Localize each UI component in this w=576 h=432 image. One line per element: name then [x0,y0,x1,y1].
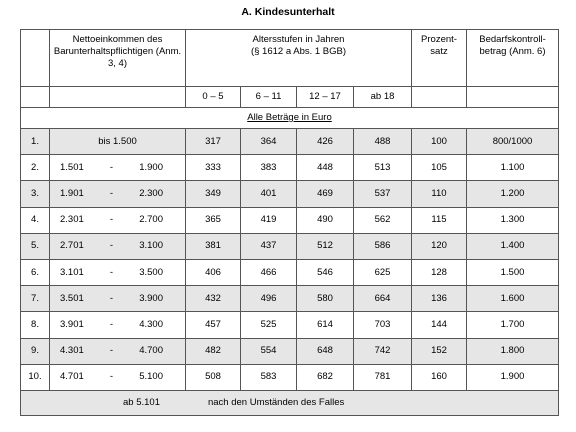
range-to: 2.700 [139,214,163,226]
prozentsatz-value: 115 [412,207,467,233]
amount-0-5: 333 [186,155,241,181]
amount-0-5: 349 [186,181,241,207]
amount-ab-18: 513 [354,155,412,181]
range-to: 3.900 [139,292,163,304]
range-to: 3.100 [139,240,163,252]
range-cell [50,338,186,364]
page-title: A. Kindesunterhalt [241,6,335,18]
amount-0-5: 365 [186,207,241,233]
bedarfskontrollbetrag-value: 800/1000 [467,129,559,155]
range-to: 2.300 [139,187,163,199]
prozentsatz-value: 110 [412,181,467,207]
amount-ab-18: 488 [354,129,412,155]
header-altersstufen [186,30,412,87]
amount-6-11: 364 [241,129,297,155]
row-number: 9. [21,338,50,364]
table-row [21,286,559,312]
prozentsatz-value: 100 [412,129,467,155]
range-from: 2.301 [60,214,84,226]
amount-0-5: 406 [186,259,241,285]
amount-12-17: 426 [297,129,354,155]
amount-ab-18: 562 [354,207,412,233]
range-cell [50,207,186,233]
header-alter-line1: Altersstufen in Jahren [252,34,345,45]
row-number: 3. [21,181,50,207]
bedarfskontrollbetrag-value: 1.100 [467,155,559,181]
amount-ab-18: 586 [354,233,412,259]
age-group-3: ab 18 [354,87,412,108]
age-groups-row [21,87,559,108]
range-dash: - [109,214,114,226]
bedarfskontrollbetrag-value: 1.900 [467,364,559,390]
range-to: 4.300 [139,318,163,330]
footer-row [21,390,559,415]
row-number: 8. [21,312,50,338]
prozentsatz-value: 160 [412,364,467,390]
footer-range: ab 5.101 [123,396,160,408]
range-cell [50,259,186,285]
range-from: 1.501 [60,161,84,173]
amount-ab-18: 781 [354,364,412,390]
amount-6-11: 466 [241,259,297,285]
amount-12-17: 614 [297,312,354,338]
unit-note: Alle Beträge in Euro [247,112,332,123]
range-to: 4.700 [139,345,163,357]
footer-note: nach den Umständen des Falles [207,396,345,408]
amount-12-17: 490 [297,207,354,233]
bedarfskontrollbetrag-value: 1.800 [467,338,559,364]
row-number: 5. [21,233,50,259]
range-from: 3.901 [60,318,84,330]
header-row [21,30,559,87]
amount-ab-18: 537 [354,181,412,207]
bedarfskontrollbetrag-value: 1.600 [467,286,559,312]
range-to: 5.100 [139,371,163,383]
header-nr-cell [21,30,50,87]
range-cell [50,181,186,207]
amount-12-17: 512 [297,233,354,259]
header-netto: Nettoeinkommen des Barunterhaltspflichtigen (Anm. 3, 4) [50,30,186,87]
prozentsatz-value: 152 [412,338,467,364]
amount-12-17: 648 [297,338,354,364]
bedarfskontrollbetrag-value: 1.700 [467,312,559,338]
range-to: 3.500 [139,266,163,278]
amount-0-5: 457 [186,312,241,338]
table-row [21,155,559,181]
range-dash: - [109,371,114,383]
row-number: 2. [21,155,50,181]
prozentsatz-value: 144 [412,312,467,338]
unit-row [21,108,559,129]
amount-0-5: 508 [186,364,241,390]
table-row [21,338,559,364]
row-number: 6. [21,259,50,285]
age-group-2: 12 – 17 [297,87,354,108]
range-dash: - [109,161,114,173]
age-group-0: 0 – 5 [186,87,241,108]
row-number: 1. [21,129,50,155]
amount-0-5: 317 [186,129,241,155]
range-from: 4.701 [60,371,84,383]
row-number: 4. [21,207,50,233]
row-number: 7. [21,286,50,312]
range-from: 1.901 [60,187,84,199]
header-alter-line2: (§ 1612 a Abs. 1 BGB) [250,46,347,57]
range-dash: - [109,240,114,252]
range-to: 1.900 [139,161,163,173]
table-row [21,129,559,155]
amount-6-11: 383 [241,155,297,181]
amount-0-5: 432 [186,286,241,312]
amount-6-11: 419 [241,207,297,233]
amount-12-17: 546 [297,259,354,285]
range-cell [50,155,186,181]
table-row [21,233,559,259]
range-from: 3.101 [60,266,84,278]
range-dash: - [109,266,114,278]
amount-6-11: 583 [241,364,297,390]
bedarfskontrollbetrag-value: 1.300 [467,207,559,233]
amount-ab-18: 742 [354,338,412,364]
amount-6-11: 437 [241,233,297,259]
amount-12-17: 580 [297,286,354,312]
prozentsatz-value: 136 [412,286,467,312]
row-number: 10. [21,364,50,390]
range-from: 2.701 [60,240,84,252]
amount-12-17: 682 [297,364,354,390]
amount-0-5: 482 [186,338,241,364]
age-group-1: 6 – 11 [241,87,297,108]
income-groups [21,129,559,391]
prozentsatz-value: 128 [412,259,467,285]
table-row [21,259,559,285]
range-cell [50,312,186,338]
kindesunterhalt-table [20,29,559,416]
table-row [21,207,559,233]
bedarfskontrollbetrag-value: 1.200 [467,181,559,207]
range-cell [50,286,186,312]
prozentsatz-value: 120 [412,233,467,259]
table-row [21,312,559,338]
amount-ab-18: 664 [354,286,412,312]
amount-12-17: 469 [297,181,354,207]
table-row [21,181,559,207]
range-from: 4.301 [60,345,84,357]
bedarfskontrollbetrag-value: 1.500 [467,259,559,285]
amount-12-17: 448 [297,155,354,181]
range-cell [50,233,186,259]
range-dash: - [109,187,114,199]
amount-6-11: 401 [241,181,297,207]
range-cell [50,364,186,390]
range-from: 3.501 [60,292,84,304]
amount-6-11: 554 [241,338,297,364]
header-bedarfskontrollbetrag: Bedarfskontroll- betrag (Anm. 6) [467,30,559,87]
amount-ab-18: 625 [354,259,412,285]
table-row [21,364,559,390]
prozentsatz-value: 105 [412,155,467,181]
range-text: bis 1.500 [98,135,137,147]
range-dash: - [109,318,114,330]
range-dash: - [109,292,114,304]
amount-0-5: 381 [186,233,241,259]
amount-6-11: 496 [241,286,297,312]
bedarfskontrollbetrag-value: 1.400 [467,233,559,259]
header-prozentsatz: Prozent- satz [412,30,467,87]
range-cell [50,129,186,155]
amount-ab-18: 703 [354,312,412,338]
range-dash: - [109,345,114,357]
amount-6-11: 525 [241,312,297,338]
